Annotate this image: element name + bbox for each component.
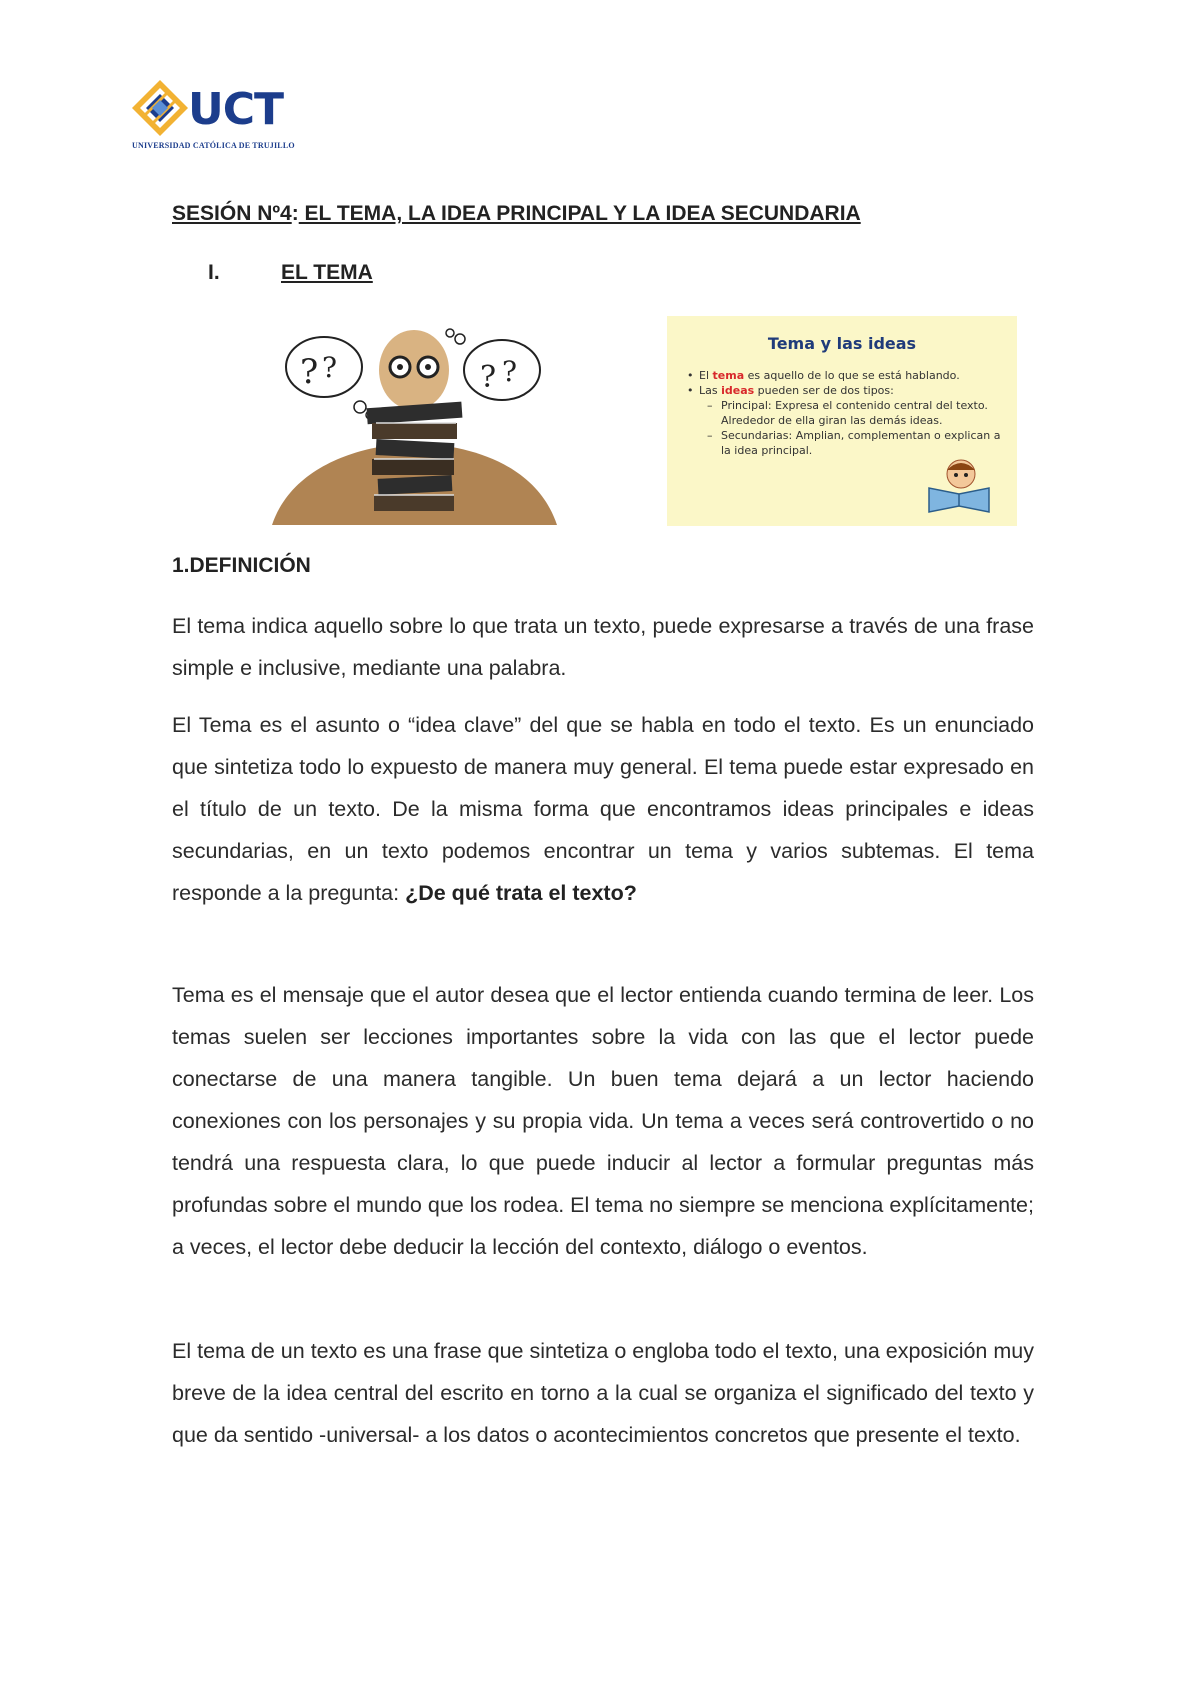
- svg-text:?: ?: [480, 360, 497, 395]
- paragraph-4: El tema de un texto es una frase que sintetiza o engloba todo el texto, una exposición muy breve de la idea central del escrito en torno a la cual se organiza el significado del texto y que da sentido -universal- a los datos o acontecimientos concretos que presente el texto.: [172, 1339, 1034, 1447]
- thought-bubble-right-icon: [446, 329, 540, 400]
- session-number: SESIÓN Nº4: [172, 202, 292, 225]
- svg-text:?: ?: [300, 352, 319, 392]
- reading-child-icon: [919, 454, 999, 514]
- session-topic: EL TEMA, LA IDEA PRINCIPAL Y LA IDEA SECUNDARIA: [298, 202, 861, 225]
- slide-item: • El tema es aquello de lo que se está hablando.: [687, 369, 960, 382]
- logo-emblem-icon: [130, 78, 192, 140]
- slide-text: El: [699, 369, 713, 382]
- slide-text: es aquello de lo que se está hablando.: [744, 369, 960, 382]
- svg-text:?: ?: [502, 355, 518, 388]
- paragraph-2-text: El Tema es el asunto o “idea clave” del que se habla en todo el texto. Es un enunciado que sintetiza todo lo expuesto de manera muy general. El tema puede estar expresado en el título de un texto. De la misma forma que encontramos ideas principales e ideas secundarias, en un texto podemos encontrar un tema y varios subtemas. El tema responde a la pregunta:: [172, 713, 1034, 905]
- slide-text: Principal: Expresa el contenido central del texto. Alrededor de ella giran las demás ideas.: [721, 399, 988, 427]
- slide-subitem: – Secundarias: Amplian, complementan o explican a la idea principal.: [707, 429, 1001, 457]
- title-colon: :: [291, 202, 299, 225]
- logo-wordmark: UCT: [188, 84, 284, 135]
- paragraph-1: El tema indica aquello sobre lo que trata un texto, puede expresarse a través de una frase simple e inclusive, mediante una palabra.: [172, 614, 1034, 680]
- slide-list: [685, 368, 1005, 458]
- slide-title: Tema y las ideas: [767, 334, 917, 353]
- definition-heading: 1.DEFINICIÓN: [172, 554, 311, 577]
- university-logo: [130, 78, 295, 158]
- slide-subitem: – Principal: Expresa el contenido central del texto. Alrededor de ella giran las demás ideas.: [707, 399, 988, 427]
- section-number: I.: [208, 261, 220, 284]
- svg-text:?: ?: [322, 351, 338, 384]
- slide-highlight: tema: [712, 369, 745, 382]
- slide-text: Secundarias: Amplian, complementan o explican a la idea principal.: [721, 429, 1001, 457]
- slide-image: [667, 316, 1017, 526]
- thought-bubble-left-icon: [286, 337, 374, 419]
- slide-item: • Las ideas pueden ser de dos tipos:: [687, 384, 894, 397]
- paragraph-2: [172, 704, 1034, 914]
- slide-text: Las: [699, 384, 722, 397]
- paragraph-3: Tema es el mensaje que el autor desea que el lector entienda cuando termina de leer. Los temas suelen ser lecciones importantes sobre la vida con las que el lector puede conectarse de una manera tangible. Un buen tema dejará a un lector haciendo conexiones con los personajes y su propia vida. Un tema a veces será controvertido o no tendrá una respuesta clara, lo que puede inducir al lector a formular preguntas más profundas sobre el mundo que los rodea. El tema no siempre se menciona explícitamente; a veces, el lector debe deducir la lección del contexto, diálogo o eventos.: [172, 983, 1034, 1259]
- logo-subtitle: UNIVERSIDAD CATÓLICA DE TRUJILLO: [132, 141, 295, 150]
- section-heading: EL TEMA: [281, 261, 373, 284]
- slide-text: pueden ser de dos tipos:: [754, 384, 894, 397]
- session-title: [172, 202, 861, 226]
- paragraph-2-question: ¿De qué trata el texto?: [405, 881, 637, 905]
- slide-highlight: ideas: [721, 384, 755, 397]
- thinking-student-illustration: [272, 325, 557, 525]
